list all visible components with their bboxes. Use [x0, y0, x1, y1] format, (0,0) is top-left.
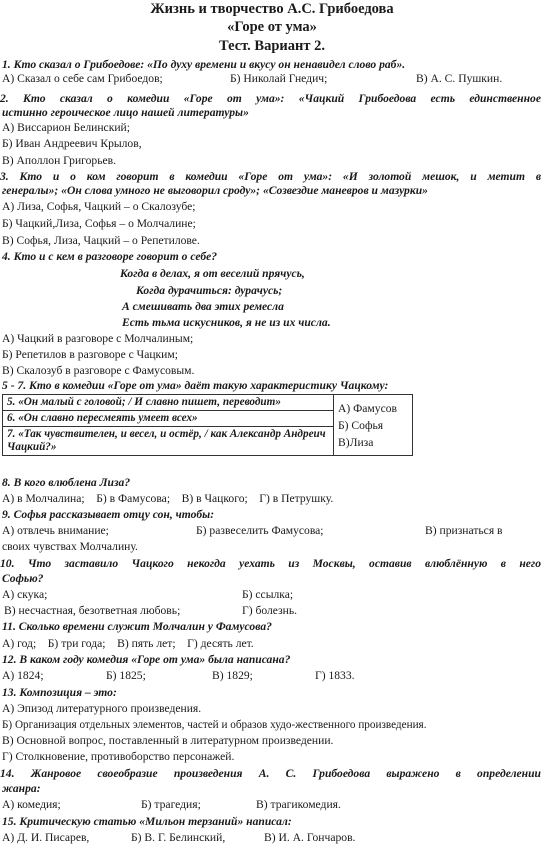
answer-10c: В) несчастная, безответная любовь; [4, 604, 181, 617]
answer-3a: А) Лиза, Софья, Чацкий – о Скалозубе; [2, 200, 196, 213]
answer-9c: В) признаться в [425, 524, 503, 537]
question-3-line2: генералы»; «Он слова умного не выговорил сроду»; «Созвездие маневров и мазурки» [2, 184, 428, 197]
question-3-line1: 3. Кто и о ком говорит в комедии «Горе от ума»: «И золотой мешок, и метит в [0, 170, 541, 183]
answer-10a: А) скука; [2, 588, 48, 601]
answer-4c: В) Скалозуб в разговоре с Фамусовым. [2, 364, 195, 377]
answer-2c: В) Аполлон Григорьев. [2, 154, 117, 167]
match-option-c: В)Лиза [338, 435, 374, 449]
question-15: 15. Критическую статью «Мильон терзаний» написал: [2, 815, 292, 828]
question-5-7: 5 - 7. Кто в комедии «Горе от ума» даёт такую характеристику Чацкому: [2, 379, 389, 392]
answer-13d: Г) Столкновение, противоборство персонажей. [2, 750, 235, 763]
question-12: 12. В каком году комедия «Горе от ума» была написана? [2, 653, 291, 666]
answer-10d: Г) болезнь. [242, 604, 298, 617]
match-row-5: 5. «Он малый с головой; / И славно пишет, переводит» [3, 395, 334, 411]
answer-14a: А) комедия; [2, 798, 61, 811]
question-2-line2: истинно героическое лицо нашей литературы» [2, 106, 249, 119]
answer-9a: А) отвлечь внимание; [2, 524, 109, 537]
answer-3c: В) Софья, Лиза, Чацкий – о Репетилове. [2, 234, 200, 247]
answer-4a: А) Чацкий в разговоре с Молчалиным; [2, 332, 194, 345]
question-2-line1: 2. Кто сказал о комедии «Горе от ума»: «Чацкий Грибоедова есть единственное [0, 92, 541, 105]
answer-14b: Б) трагедия; [141, 798, 201, 811]
answer-2a: А) Виссарион Белинский; [2, 121, 130, 134]
answer-3b: Б) Чацкий,Лиза, Софья – о Молчалине; [2, 217, 196, 230]
answer-13c: В) Основной вопрос, поставленный в литературном произведении. [2, 734, 334, 747]
match-options [334, 395, 413, 456]
match-option-a: А) Фамусов [338, 401, 397, 415]
variant-title: Тест. Вариант 2. [218, 38, 326, 54]
answer-12d: Г) 1833. [315, 669, 355, 682]
question-14-line2: жанра: [2, 782, 41, 795]
answer-12a: А) 1824; [2, 669, 44, 682]
question-4: 4. Кто и с кем в разговоре говорит о себе? [2, 250, 218, 263]
answer-15b: Б) В. Г. Белинский, [131, 831, 226, 844]
answer-10b: Б) ссылка; [242, 588, 294, 601]
answer-14c: В) трагикомедия. [256, 798, 341, 811]
question-10-line2: Софью? [2, 572, 44, 585]
poem-line-4: Есть тьма искусников, я не из их числа. [122, 316, 331, 329]
answer-1b: Б) Николай Гнедич; [230, 72, 328, 85]
match-row-7: 7. «Так чувствителен, и весел, и остёр, / как Александр Андреич Чацкий?» [3, 427, 334, 456]
answer-13b: Б) Организация отдельных элементов, частей и образов худо-жественного произведения. [2, 719, 427, 731]
question-8: 8. В кого влюблена Лиза? [2, 476, 131, 489]
answer-12b: Б) 1825; [106, 669, 146, 682]
match-row-6: 6. «Он славно пересмеять умеет всех» [3, 411, 334, 427]
question-10-line1: 10. Что заставило Чацкого некогда уехать из Москвы, оставив влюблённую в него [0, 557, 541, 570]
answer-4b: Б) Репетилов в разговоре с Чацким; [2, 348, 178, 361]
question-13: 13. Композиция – это: [2, 686, 117, 699]
question-9: 9. Софья рассказывает отцу сон, чтобы: [2, 508, 215, 521]
question-1: 1. Кто сказал о Грибоедове: «По духу времени и вкусу он ненавидел слово раб». [2, 58, 406, 71]
answer-2b: Б) Иван Андреевич Крылов, [2, 137, 142, 150]
answer-1c: В) А. С. Пушкин. [416, 72, 503, 85]
match-option-b: Б) Софья [338, 418, 384, 432]
matching-table [2, 394, 413, 456]
poem-line-1: Когда в делах, я от веселий прячусь, [120, 267, 305, 280]
answers-11: А) год; Б) три года; В) пять лет; Г) десять лет. [2, 637, 254, 650]
answer-1a: А) Сказал о себе сам Грибоедов; [2, 72, 163, 85]
question-11: 11. Сколько времени служит Молчалин у Фамусова? [2, 620, 272, 633]
answer-12c: В) 1829; [212, 669, 253, 682]
answer-13a: А) Эпизод литературного произведения. [2, 702, 202, 715]
doc-subtitle: «Горе от ума» [227, 19, 317, 35]
doc-title: Жизнь и творчество А.С. Грибоедова [150, 1, 394, 17]
poem-line-3: А смешивать два этих ремесла [122, 300, 284, 313]
answers-8: А) в Молчалина; Б) в Фамусова; В) в Чацкого; Г) в Петрушку. [2, 492, 334, 505]
answer-9c-cont: своих чувствах Молчалину. [2, 540, 138, 553]
answer-9b: Б) развеселить Фамусова; [196, 524, 324, 537]
poem-line-2: Когда дурачиться: дурачусь; [136, 284, 283, 297]
answer-15c: В) И. А. Гончаров. [264, 831, 356, 844]
question-14-line1: 14. Жанровое своеобразие произведения А. С. Грибоедова выражено в определении [0, 767, 541, 780]
answer-15a: А) Д. И. Писарев, [2, 831, 90, 844]
